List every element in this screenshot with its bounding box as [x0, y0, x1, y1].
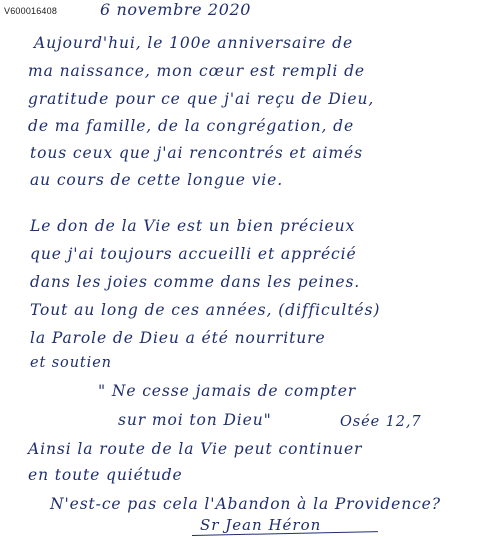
letter-line: tous ceux que j'ai rencontrés et aimés — [30, 144, 363, 162]
letter-line: gratitude pour ce que j'ai reçu de Dieu, — [28, 90, 375, 108]
quote-line: sur moi ton Dieu" — [118, 411, 272, 429]
document-id: V600016408 — [4, 6, 58, 16]
letter-line: que j'ai toujours accueilli et apprécié — [30, 245, 357, 263]
letter-line: au cours de cette longue vie. — [30, 171, 284, 189]
letter-line: de ma famille, de la congrégation, de — [28, 117, 355, 135]
letter-line: Ainsi la route de la Vie peut continuer — [28, 440, 363, 458]
letter-line: ma naissance, mon cœur est rempli de — [28, 62, 365, 80]
letter-line: la Parole de Dieu a été nourriture — [30, 329, 326, 347]
letter-line: Le don de la Vie est un bien précieux — [30, 217, 356, 235]
letter-date: 6 novembre 2020 — [100, 0, 252, 19]
quote-line: " Ne cesse jamais de compter — [98, 382, 357, 400]
letter-line: Aujourd'hui, le 100e anniversaire de — [34, 34, 354, 52]
letter-line: Tout au long de ces années, (difficultés) — [30, 301, 381, 319]
letter-line: en toute quiétude — [28, 466, 183, 484]
letter-line: et soutien — [30, 355, 112, 371]
signature: Sr Jean Héron — [200, 516, 322, 534]
closing-question: N'est-ce pas cela l'Abandon à la Providence? — [50, 495, 441, 513]
quote-reference: Osée 12,7 — [340, 414, 422, 430]
letter-line: dans les joies comme dans les peines. — [30, 273, 361, 291]
